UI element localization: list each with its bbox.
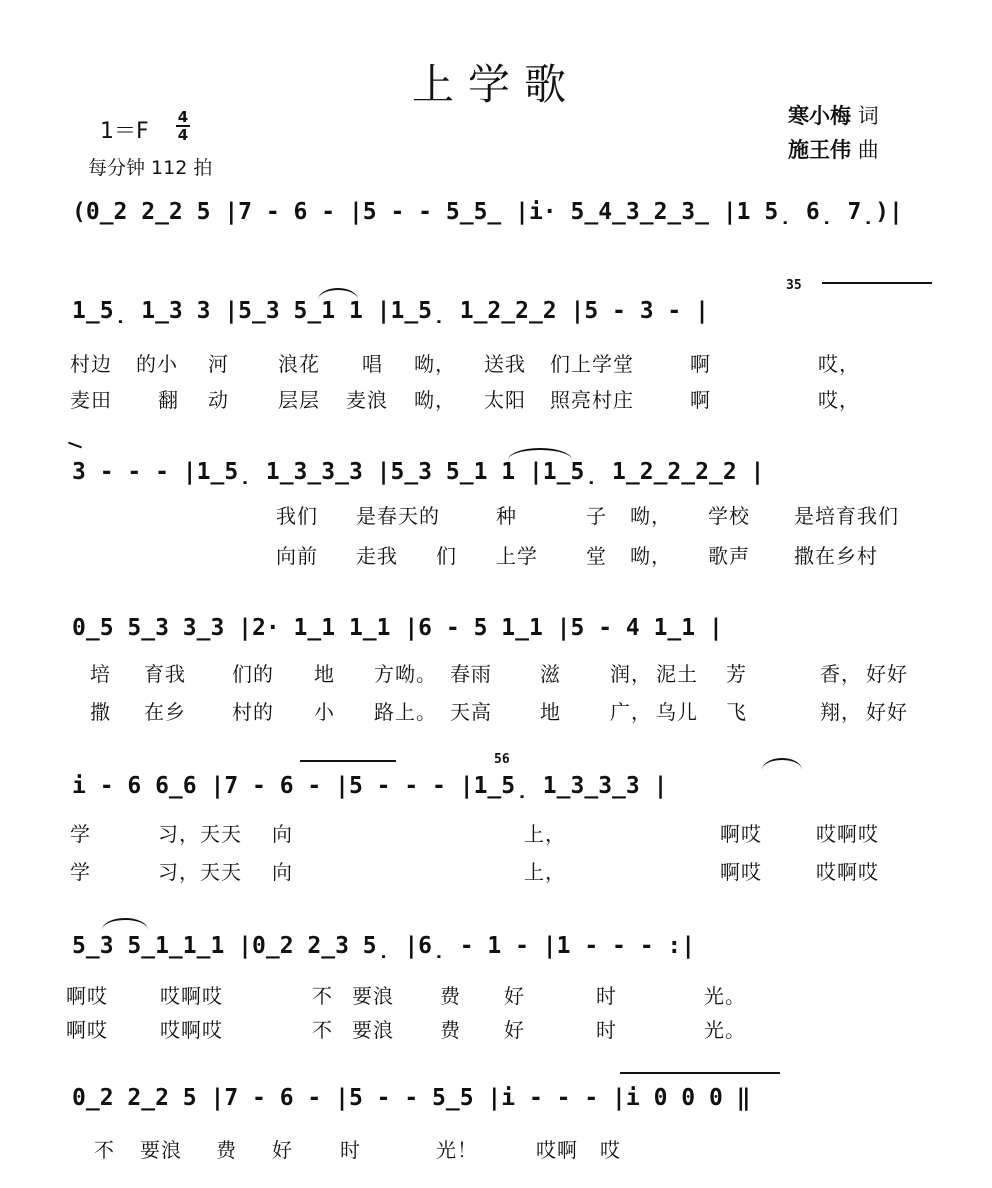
lyric-syllable: 好: [504, 984, 525, 1008]
lyric-syllable: 费: [440, 984, 461, 1008]
slur: [318, 288, 358, 300]
lyric-syllable: 走我: [356, 544, 398, 568]
key-signature: 1＝F: [100, 119, 149, 144]
lyric-syllable: 不: [312, 1018, 333, 1042]
lyric-syllable: 上，: [524, 860, 566, 884]
lyric-syllable: 飞: [726, 700, 747, 724]
lyric-syllable: 时: [596, 1018, 617, 1042]
lyric-syllable: 地: [540, 700, 561, 724]
lyric-syllable: 动: [208, 388, 229, 412]
lyric-syllable: 哎啊: [536, 1138, 578, 1162]
lyric-syllable: 们: [436, 544, 457, 568]
lyric-syllable: 费: [216, 1138, 237, 1162]
lyric-syllable: 要浪: [140, 1138, 182, 1162]
notation-line-2: [0, 297, 992, 337]
time-signature-top: 4: [177, 108, 189, 126]
lyric-syllable: 啊: [690, 388, 711, 412]
lyric-syllable: 天高: [450, 700, 492, 724]
lyric-syllable: 照亮村庄: [550, 388, 634, 412]
lyric-syllable: 哎啊哎: [816, 860, 879, 884]
lyric-syllable: 滋: [540, 662, 561, 686]
lyric-syllable: 学: [70, 860, 91, 884]
tie: [822, 282, 932, 284]
slur: [508, 448, 572, 460]
lyric-syllable: 浪花: [278, 352, 320, 376]
tie-continuation: [68, 442, 82, 449]
lyric-syllable: 好好: [866, 662, 908, 686]
lyric-syllable: 芳: [726, 662, 747, 686]
lyric-syllable: 啊哎: [720, 860, 762, 884]
note-text: 0̲2 2̲2 5 |7 - 6 - |5 - - 5̲5 |i - - - |i 0 0 0 ‖: [72, 1085, 751, 1111]
lyric-syllable: 地: [314, 662, 335, 686]
lyric-syllable: 在乡: [144, 700, 186, 724]
lyricist-role: 词: [857, 104, 879, 128]
lyric-syllable: 麦田: [70, 388, 112, 412]
lyric-syllable: 太阳: [484, 388, 526, 412]
lyric-syllable: 哎啊哎: [160, 1018, 223, 1042]
lyricist-name: 寒小梅: [788, 104, 851, 128]
lyric-syllable: 学校: [708, 504, 750, 528]
lyric-syllable: 村边: [70, 352, 112, 376]
lyric-syllable: 上学: [496, 544, 538, 568]
lyric-syllable: 歌声: [708, 544, 750, 568]
lyric-syllable: 好: [504, 1018, 525, 1042]
note-text: 0̲5 5̲3 3̲3 |2· 1̲1 1̲1 |6 - 5 1̲1 |5 - 4 1̲1 |: [72, 615, 723, 641]
lyric-syllable: 方呦。: [374, 662, 437, 686]
lyric-syllable: 哎啊哎: [816, 822, 879, 846]
lyric-syllable: 是春天的: [356, 504, 440, 528]
lyric-syllable: 香，: [820, 662, 862, 686]
lyric-syllable: 呦，: [630, 504, 672, 528]
lyric-syllable: 子: [586, 504, 607, 528]
grace-note: 56: [494, 752, 510, 767]
lyric-syllable: 不: [312, 984, 333, 1008]
lyric-syllable: 春雨: [450, 662, 492, 686]
lyric-syllable: 哎，: [818, 352, 860, 376]
lyric-syllable: 学: [70, 822, 91, 846]
notation-line-5: [0, 772, 992, 812]
note-text: 5̲3 5̲1̲1̲1 |0̲2 2̲3 5̣ |6̣ - 1 - |1 - - - :|: [72, 933, 696, 959]
notation-line-4: [0, 614, 992, 654]
notation-line-7: [0, 1084, 992, 1124]
lyric-syllable: 我们: [276, 504, 318, 528]
lyric-syllable: 啊哎: [720, 822, 762, 846]
note-text: (0̲2 2̲2 5 |7 - 6 - |5 - - 5̲5̲ |i· 5̲4̲3̲2̲3̲ |1 5̣ 6̣ 7̣)|: [72, 199, 903, 225]
lyric-syllable: 小: [314, 700, 335, 724]
lyric-syllable: 向: [272, 860, 293, 884]
notation-line-1: [0, 198, 992, 238]
lyric-syllable: 育我: [144, 662, 186, 686]
lyric-syllable: 泥土: [656, 662, 698, 686]
slur: [102, 918, 148, 930]
composer-credit: [788, 134, 879, 164]
lyric-syllable: 费: [440, 1018, 461, 1042]
lyric-syllable: 堂: [586, 544, 607, 568]
lyric-syllable: 路上。: [374, 700, 437, 724]
lyric-syllable: 光！: [436, 1138, 478, 1162]
page-title: 上学歌: [411, 60, 580, 109]
lyric-syllable: 河: [208, 352, 229, 376]
lyric-syllable: 广，: [610, 700, 652, 724]
lyric-syllable: 呦，: [414, 352, 456, 376]
lyric-syllable: 呦，: [414, 388, 456, 412]
lyric-syllable: 啊哎: [66, 984, 108, 1008]
lyric-syllable: 光。: [704, 984, 746, 1008]
lyric-syllable: 向: [272, 822, 293, 846]
lyric-syllable: 时: [596, 984, 617, 1008]
lyric-syllable: 撒在乡村: [794, 544, 878, 568]
notation-line-3: [0, 458, 992, 498]
lyric-syllable: 呦，: [630, 544, 672, 568]
lyric-syllable: 时: [340, 1138, 361, 1162]
notation-line-6: [0, 932, 992, 972]
lyric-syllable: 不: [94, 1138, 115, 1162]
lyric-syllable: 习，天天: [158, 860, 242, 884]
tempo-marking: 每分钟 112 拍: [88, 157, 213, 179]
note-text: i - 6 6̲6 |7 - 6 - |5 - - - |1̲5̣ 1̲3̲3̲3 |: [72, 773, 668, 799]
lyric-syllable: 好好: [866, 700, 908, 724]
lyric-syllable: 哎: [600, 1138, 621, 1162]
lyric-syllable: 是培育我们: [794, 504, 899, 528]
lyric-syllable: 上，: [524, 822, 566, 846]
lyric-syllable: 啊哎: [66, 1018, 108, 1042]
lyric-syllable: 要浪: [352, 984, 394, 1008]
lyric-syllable: 哎啊哎: [160, 984, 223, 1008]
composer-name: 施王伟: [788, 138, 851, 162]
lyric-syllable: 向前: [276, 544, 318, 568]
lyric-syllable: 种: [496, 504, 517, 528]
note-text: 3 - - - |1̲5̣ 1̲3̲3̲3 |5̲3 5̲1 1 |1̲5̣ 1̲2̲2̲2̲2 |: [72, 459, 765, 485]
lyric-syllable: 习，天天: [158, 822, 242, 846]
lyric-syllable: 唱: [362, 352, 383, 376]
lyric-syllable: 们上学堂: [550, 352, 634, 376]
lyric-syllable: 好: [272, 1138, 293, 1162]
lyric-syllable: 们的: [232, 662, 274, 686]
lyric-syllable: 哎，: [818, 388, 860, 412]
time-signature-bottom: 4: [177, 126, 189, 144]
lyric-syllable: 的小: [136, 352, 178, 376]
time-signature: [176, 110, 190, 142]
lyric-syllable: 送我: [484, 352, 526, 376]
lyric-syllable: 培: [90, 662, 111, 686]
lyric-syllable: 翔，: [820, 700, 862, 724]
tie: [620, 1072, 780, 1074]
slur: [762, 758, 802, 770]
lyric-syllable: 啊: [690, 352, 711, 376]
lyric-syllable: 翻: [158, 388, 179, 412]
lyric-syllable: 润，: [610, 662, 652, 686]
lyric-syllable: 麦浪: [346, 388, 388, 412]
lyric-syllable: 要浪: [352, 1018, 394, 1042]
lyricist-credit: [788, 100, 879, 130]
tie: [300, 760, 396, 762]
lyric-syllable: 撒: [90, 700, 111, 724]
lyric-syllable: 层层: [278, 388, 320, 412]
lyric-syllable: 乌儿: [656, 700, 698, 724]
lyric-syllable: 光。: [704, 1018, 746, 1042]
lyric-syllable: 村的: [232, 700, 274, 724]
note-text: 1̲5̣ 1̲3 3 |5̲3 5̲1 1 |1̲5̣ 1̲2̲2̲2 |5 - 3 - |: [72, 298, 709, 324]
grace-note: 35: [786, 278, 802, 293]
composer-role: 曲: [857, 138, 879, 162]
